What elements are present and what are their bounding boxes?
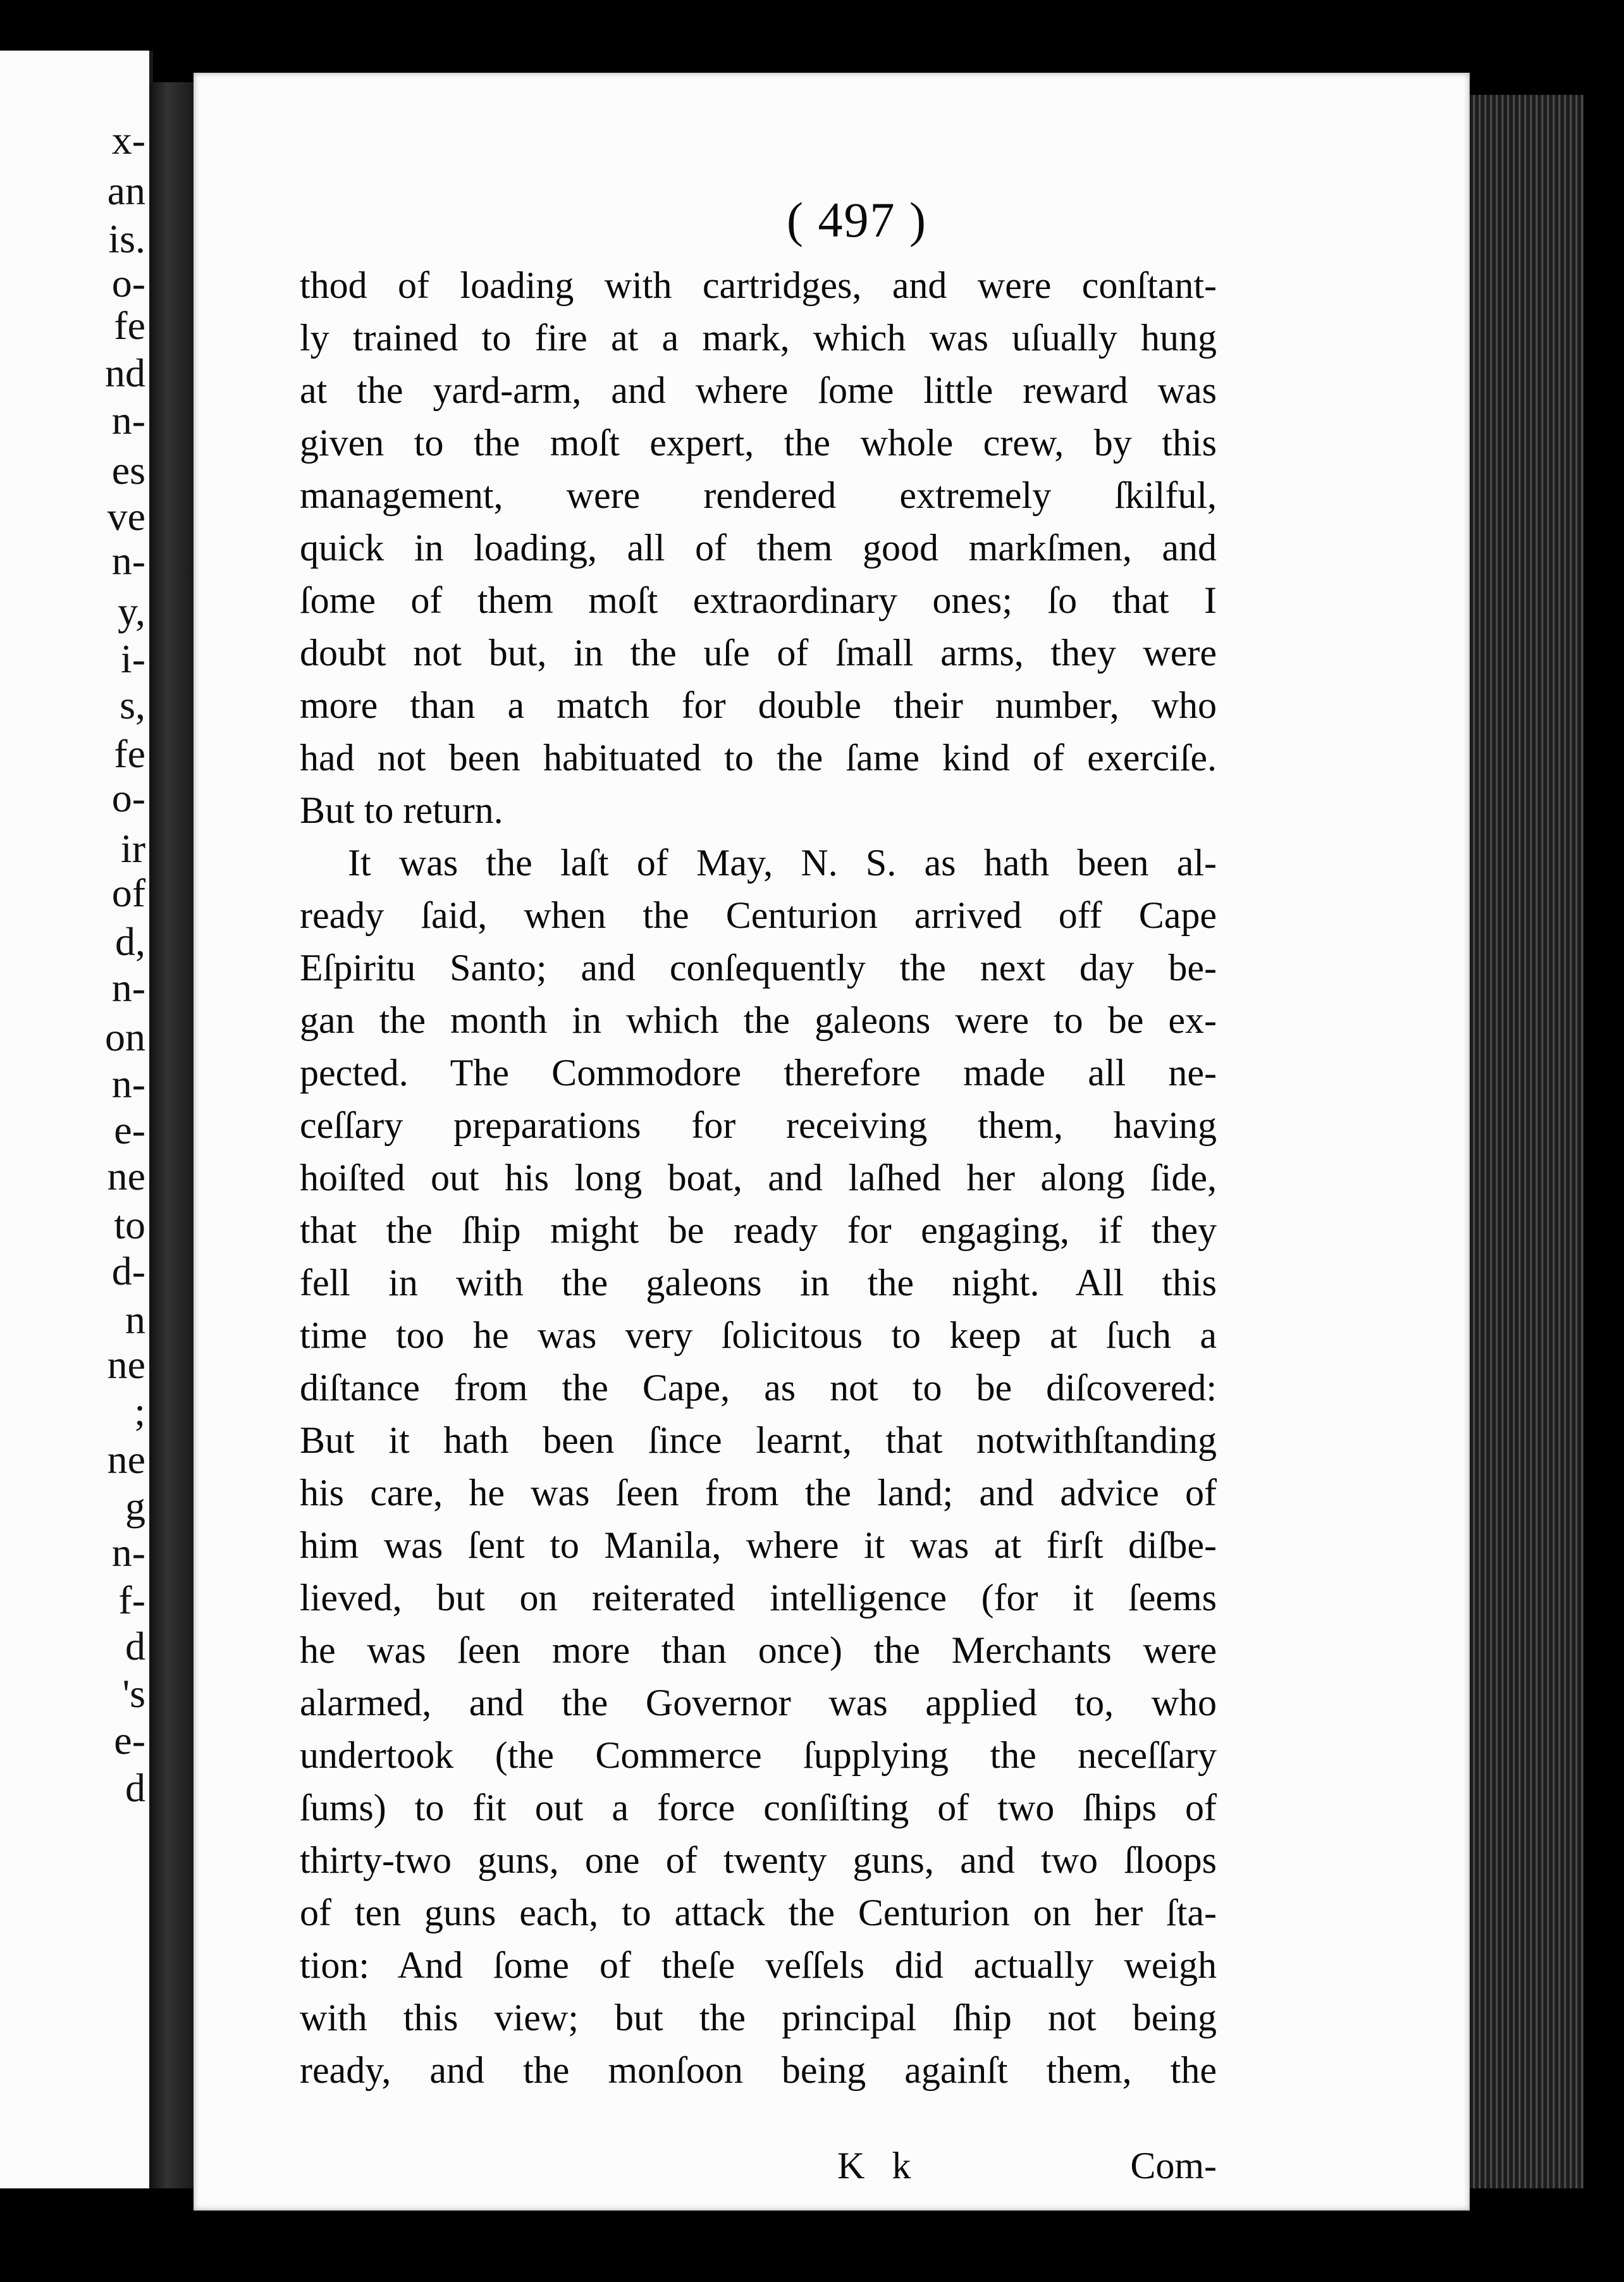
text-line: he was ſeen more than once) the Merchants were xyxy=(300,1629,1217,1671)
facing-page-fragment-line: ne xyxy=(107,1342,145,1387)
text-line: tion: And ſome of theſe veſſels did actually weigh xyxy=(300,1944,1217,1986)
facing-page-fragment-line: e- xyxy=(114,1718,145,1763)
text-line: ready, and the monſoon being againſt them, the xyxy=(300,2049,1217,2091)
facing-page-fragment-line: ne xyxy=(107,1154,145,1199)
text-line: quick in loading, all of them good markſmen, and xyxy=(300,527,1217,569)
body-text xyxy=(300,259,1217,2097)
facing-page-fragment-line: d- xyxy=(111,1249,145,1293)
facing-page-fragment-line: o- xyxy=(111,261,145,305)
text-line: that the ſhip might be ready for engaging, if they xyxy=(300,1209,1217,1251)
facing-page-fragment-line: d xyxy=(125,1765,145,1810)
facing-page-fragment-line: on xyxy=(105,1015,145,1059)
text-line: hoiſted out his long boat, and laſhed her along ſide, xyxy=(300,1157,1217,1199)
text-line: his care, he was ſeen from the land; and advice of xyxy=(300,1472,1217,1514)
text-line: It was the laſt of May, N. S. as hath been al- xyxy=(348,842,1217,884)
text-line: ceſſary preparations for receiving them, having xyxy=(300,1104,1217,1146)
text-line: pected. The Commodore therefore made all ne- xyxy=(300,1052,1217,1094)
book-gutter xyxy=(149,82,194,2188)
facing-page-fragment-line: ; xyxy=(134,1389,145,1434)
text-line: doubt not but, in the uſe of ſmall arms, they were xyxy=(300,632,1217,674)
text-line: thirty-two guns, one of twenty guns, and two ſloops xyxy=(300,1839,1217,1881)
facing-page-fragment-line: n xyxy=(125,1297,145,1342)
text-line: with this view; but the principal ſhip not being xyxy=(300,1997,1217,2038)
facing-page-fragment-line: 's xyxy=(122,1671,145,1716)
text-line: alarmed, and the Governor was applied to, who xyxy=(300,1682,1217,1724)
text-line: Eſpiritu Santo; and conſequently the next day be- xyxy=(300,947,1217,989)
facing-page-fragment-line: g xyxy=(125,1484,145,1529)
text-line: management, were rendered extremely ſkilful, xyxy=(300,474,1217,516)
text-line: thod of loading with cartridges, and were conſtant- xyxy=(300,264,1217,306)
facing-page-fragment-line: fe xyxy=(114,731,145,776)
facing-page-fragment-line: f- xyxy=(118,1577,145,1622)
facing-page-fragment-line: d xyxy=(125,1624,145,1668)
facing-page-fragment-line: of xyxy=(111,870,145,915)
text-line: ly trained to fire at a mark, which was uſually hung xyxy=(300,317,1217,359)
text-line: more than a match for double their number, who xyxy=(300,684,1217,726)
text-line: But to return. xyxy=(300,789,503,831)
facing-page-fragment-line: n- xyxy=(111,965,145,1010)
facing-page-fragment-line: n- xyxy=(111,1061,145,1106)
facing-page-fragment xyxy=(0,51,153,2188)
facing-page-fragment-line: n- xyxy=(111,398,145,443)
facing-page-fragment-line: e- xyxy=(114,1107,145,1152)
facing-page-fragment-line: fe xyxy=(114,303,145,348)
text-line: of ten guns each, to attack the Centurion on her ſta- xyxy=(300,1892,1217,1934)
text-line: undertook (the Commerce ſupplying the neceſſary xyxy=(300,1734,1217,1776)
text-line: had not been habituated to the ſame kind of exerciſe. xyxy=(300,737,1217,779)
text-line: him was ſent to Manila, where it was at firſt diſbe- xyxy=(300,1524,1217,1566)
text-line: But it hath been ſince learnt, that notwithſtanding xyxy=(300,1419,1217,1461)
page-footer xyxy=(300,2144,1217,2195)
signature-mark: K k xyxy=(837,2145,920,2186)
facing-page-fragment-line: d, xyxy=(115,919,145,964)
facing-page-fragment-line: o- xyxy=(111,775,145,820)
facing-page-fragment-line: y, xyxy=(118,589,145,634)
facing-page-fragment-line: ir xyxy=(120,826,145,871)
facing-page-fragment-line: nd xyxy=(105,350,145,395)
facing-page-fragment-line: x- xyxy=(111,118,145,163)
text-line: ready ſaid, when the Centurion arrived off Cape xyxy=(300,894,1217,936)
page-edges xyxy=(1470,95,1584,2188)
text-line: ſums) to fit out a force conſiſting of two ſhips of xyxy=(300,1787,1217,1829)
text-line: gan the month in which the galeons were to be ex- xyxy=(300,999,1217,1041)
facing-page-fragment-line: ne xyxy=(107,1437,145,1482)
facing-page-fragment-line: s, xyxy=(120,682,145,727)
text-line: time too he was very ſolicitous to keep at ſuch a xyxy=(300,1314,1217,1356)
text-line: given to the moſt expert, the whole crew, by this xyxy=(300,422,1217,464)
facing-page-fragment-line: ve xyxy=(107,494,145,539)
facing-page-fragment-line: to xyxy=(114,1202,145,1247)
facing-page-fragment-line: is. xyxy=(108,216,145,261)
text-line: lieved, but on reiterated intelligence (for it ſeems xyxy=(300,1577,1217,1619)
facing-page-fragment-line: n- xyxy=(111,538,145,583)
text-line: at the yard-arm, and where ſome little reward was xyxy=(300,369,1217,411)
text-line: diſtance from the Cape, as not to be diſcovered: xyxy=(300,1367,1217,1409)
book-page xyxy=(194,73,1470,2211)
text-line: ſome of them moſt extraordinary ones; ſo that I xyxy=(300,579,1217,621)
facing-page-fragment-line: es xyxy=(111,448,145,493)
facing-page-fragment-line: an xyxy=(107,168,145,213)
catchword: Com- xyxy=(1130,2145,1217,2186)
text-line: fell in with the galeons in the night. All this xyxy=(300,1262,1217,1304)
facing-page-fragment-line: n- xyxy=(111,1530,145,1575)
page-number: ( 497 ) xyxy=(787,192,927,247)
facing-page-fragment-line: i- xyxy=(120,636,145,681)
